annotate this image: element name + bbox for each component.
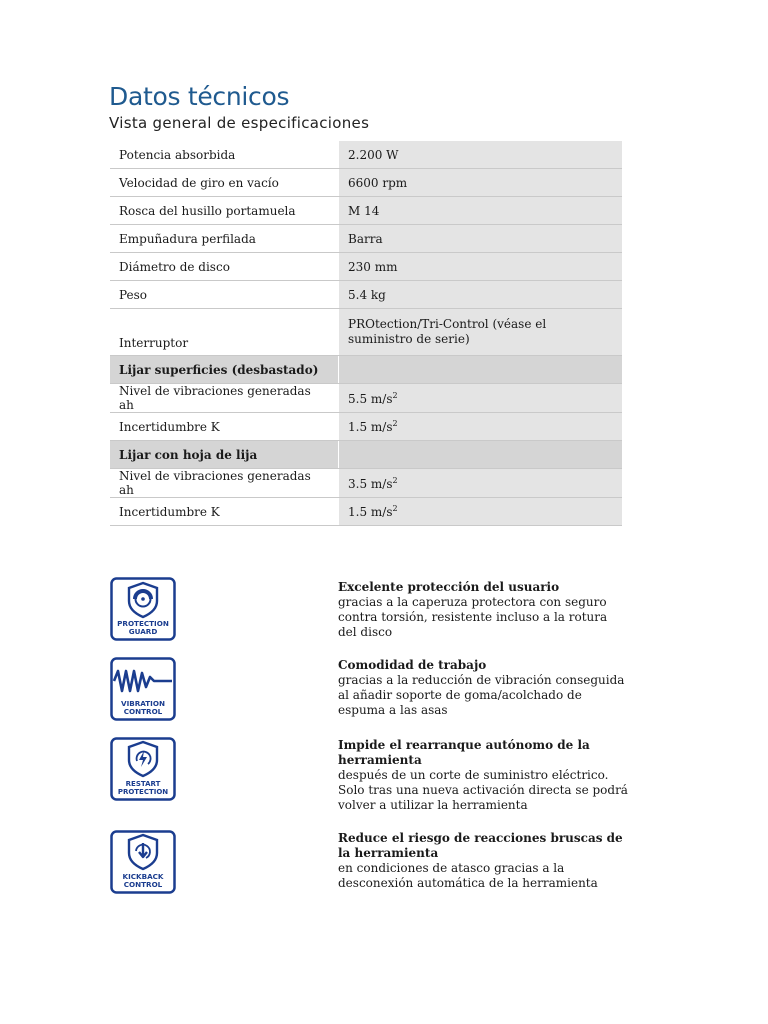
spec-value: 230 mm [339,253,623,281]
specs-table [110,141,622,526]
spec-value: 5.4 kg [339,281,623,309]
spec-label: Incertidumbre K [110,498,339,526]
table-row [110,197,622,225]
feature-title: Comodidad de trabajo [338,658,487,672]
icon-label-line: KICKBACK [122,872,164,881]
feature-text [338,738,628,813]
spec-value [339,469,623,498]
feature-text [338,658,628,718]
spec-value: M 14 [339,197,623,225]
feature-protection-guard [110,577,630,643]
spec-label: Incertidumbre K [110,413,339,441]
feature-text [338,580,628,640]
restart-protection-icon [110,737,176,801]
spec-value-number: 5.5 m/s [348,391,393,406]
section-empty-cell [339,356,623,384]
spec-value-number: 3.5 m/s [348,476,393,491]
spec-value-number: 1.5 m/s [348,420,393,434]
page-subtitle: Vista general de especificaciones [109,114,370,132]
unit-exponent: 2 [392,475,398,485]
protection-guard-icon [110,577,176,641]
table-row [110,384,622,413]
table-row [110,253,622,281]
section-empty-cell [339,441,623,469]
spec-label: Diámetro de disco [110,253,339,281]
spec-value: Barra [339,225,623,253]
unit-exponent: 2 [392,390,398,400]
spec-value: 2.200 W [339,141,623,169]
feature-title: Impide el rearranque autónomo de la herramienta [338,738,590,767]
icon-label-line: PROTECTION [117,619,169,628]
table-row [110,225,622,253]
spec-value: 6600 rpm [339,169,623,197]
table-row [110,413,622,441]
icon-label-line: RESTART [125,780,161,788]
spec-label: Nivel de vibraciones generadas ah [110,469,339,498]
spec-value-number: 1.5 m/s [348,505,393,519]
feature-description: en condiciones de atasco gracias a la desconexión automática de la herramienta [338,861,598,890]
icon-label-line: PROTECTION [117,788,169,796]
table-row [110,281,622,309]
feature-vibration-control [110,657,630,723]
spec-value: PROtection/Tri-Control (véase el suministro de serie) [339,309,623,356]
section-header-row [110,441,622,469]
icon-label-line: VIBRATION [121,699,165,708]
icon-label-line: CONTROL [123,880,163,889]
table-row [110,498,622,526]
section-title: Lijar superficies (desbastado) [110,356,339,384]
table-row [110,469,622,498]
section-header-row [110,356,622,384]
spec-label: Rosca del husillo portamuela [110,197,339,225]
spec-label: Potencia absorbida [110,141,339,169]
feature-title: Excelente protección del usuario [338,580,560,594]
unit-exponent: 2 [392,504,398,513]
spec-label: Empuñadura perfilada [110,225,339,253]
unit-exponent: 2 [392,419,398,428]
feature-description: después de un corte de suministro eléctrico. Solo tras una nueva activación directa se podrá volver a utilizar la herramienta [338,768,628,812]
spec-value [339,384,623,413]
spec-label: Velocidad de giro en vacío [110,169,339,197]
table-row [110,169,622,197]
section-title: Lijar con hoja de lija [110,441,339,469]
spec-value [339,498,623,526]
kickback-control-icon [110,830,176,894]
spec-label: Nivel de vibraciones generadas ah [110,384,339,413]
feature-title: Reduce el riesgo de reacciones bruscas de la herramienta [338,831,623,860]
feature-description: gracias a la caperuza protectora con seguro contra torsión, resistente incluso a la rotura del disco [338,595,608,639]
feature-text [338,831,628,891]
feature-description: gracias a la reducción de vibración conseguida al añadir soporte de goma/acolchado de espuma a las asas [338,673,625,717]
table-row [110,309,622,356]
feature-kickback-control [110,830,630,896]
spec-label: Peso [110,281,339,309]
spec-value [339,413,623,441]
spec-label: Interruptor [110,309,339,356]
vibration-control-icon [110,657,176,721]
page-title: Datos técnicos [109,82,290,111]
icon-label-line: CONTROL [123,707,163,716]
icon-label-line: GUARD [128,627,158,636]
feature-restart-protection [110,737,630,812]
table-row [110,141,622,169]
